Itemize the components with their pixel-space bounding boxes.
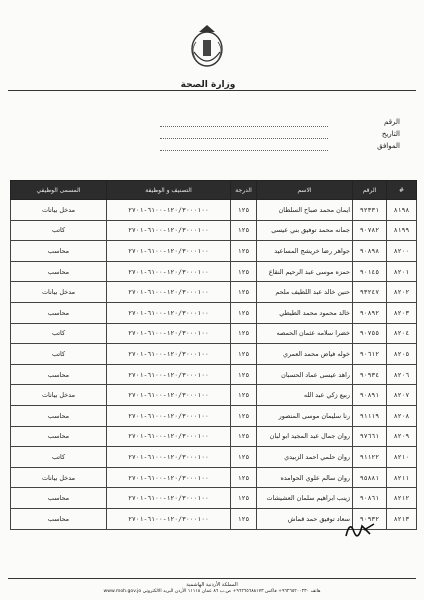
cell-name: رنا سليمان موسى المنصور <box>257 405 353 426</box>
ministry-name: وزارة الصحة <box>180 80 236 90</box>
cell-seq: ٨٢٠٠ <box>387 241 417 262</box>
cell-grade: ١٢٥ <box>231 426 257 447</box>
cell-name: خوله فياض محمد العمري <box>257 344 353 365</box>
col-header-grade: الدرجة <box>231 181 257 200</box>
cell-name: جواهر رضا خريشج المساعيد <box>257 241 353 262</box>
cell-category: ١٢٠/٣٠٠٠١٠٠-٦١٠٠-٢٧٠١ <box>107 426 231 447</box>
cell-seq: ٨٢٠١ <box>387 261 417 282</box>
corresponding-label: الموافق <box>377 142 400 150</box>
cell-name: روان جمال عبد المجيد ابو لبان <box>257 426 353 447</box>
col-header-job: المسمى الوظيفي <box>11 181 107 200</box>
cell-grade: ١٢٥ <box>231 488 257 509</box>
cell-seq: ٨٢١٢ <box>387 488 417 509</box>
table-row <box>11 447 417 468</box>
cell-category: ١٢٠/٣٠٠٠١٠٠-٦١٠٠-٢٧٠١ <box>107 282 231 303</box>
table-row <box>11 488 417 509</box>
cell-number: ٩٥٨٨١ <box>353 467 387 488</box>
cell-number: ٩٠٦١٢ <box>353 344 387 365</box>
cell-name: روان حلمي احمد الزبيدي <box>257 447 353 468</box>
cell-category: ١٢٠/٣٠٠٠١٠٠-٦١٠٠-٢٧٠١ <box>107 344 231 365</box>
cell-number: ٩٠١٤٥ <box>353 261 387 282</box>
cell-number: ٩٠٨٩١ <box>353 385 387 406</box>
col-header-seq: # <box>387 181 417 200</box>
cell-grade: ١٢٥ <box>231 467 257 488</box>
table-row <box>11 302 417 323</box>
cell-name: سعاد توفيق حمد قماش <box>257 508 353 529</box>
cell-number: ٩١١٢٢ <box>353 447 387 468</box>
cell-job: محاسب <box>11 364 107 385</box>
cell-job: محاسب <box>11 508 107 529</box>
col-header-category: التصنيف و الوظيفة <box>107 181 231 200</box>
corresponding-field <box>330 142 400 150</box>
cell-name: حمزه موسى عبد الرحيم النقاع <box>257 261 353 282</box>
cell-job: مدخل بيانات <box>11 385 107 406</box>
cell-seq: ٨١٩٨ <box>387 200 417 221</box>
cell-seq: ٨٢٠٣ <box>387 302 417 323</box>
cell-grade: ١٢٥ <box>231 385 257 406</box>
table-row <box>11 385 417 406</box>
cell-grade: ١٢٥ <box>231 447 257 468</box>
cell-job: محاسب <box>11 302 107 323</box>
cell-category: ١٢٠/٣٠٠٠١٠٠-٦١٠٠-٢٧٠١ <box>107 241 231 262</box>
cell-name: خضرا سلامه عثمان الحمصه <box>257 323 353 344</box>
cell-number: ٩١١١٩ <box>353 405 387 426</box>
cell-job: محاسب <box>11 426 107 447</box>
ref-dots <box>160 126 328 127</box>
footer-contact: هاتف ٩٦٢٦٥٢٠٠٢٣٠+ فاكس ٩٦٢٦٥٦٨٨١٧٣+ ص.ب ٨٦ عمان ١١١١٨ الأردن البريد الالكتروني www.moh.gov.jo <box>103 589 321 594</box>
date-label: التاريخ <box>381 130 400 138</box>
table-header-row <box>11 181 417 200</box>
cell-grade: ١٢٥ <box>231 261 257 282</box>
table-row <box>11 261 417 282</box>
cell-category: ١٢٠/٣٠٠٠١٠٠-٦١٠٠-٢٧٠١ <box>107 385 231 406</box>
cell-job: مدخل بيانات <box>11 467 107 488</box>
cell-job: مدخل بيانات <box>11 282 107 303</box>
cell-category: ١٢٠/٣٠٠٠١٠٠-٦١٠٠-٢٧٠١ <box>107 261 231 282</box>
cell-seq: ٨٢٠٦ <box>387 364 417 385</box>
header-divider <box>8 90 416 91</box>
cell-seq: ٨٢٠٩ <box>387 426 417 447</box>
table-row <box>11 426 417 447</box>
cell-number: ٩٧٦٦١ <box>353 426 387 447</box>
cell-grade: ١٢٥ <box>231 302 257 323</box>
cell-job: كاتب <box>11 323 107 344</box>
cell-seq: ٨٢٠٤ <box>387 323 417 344</box>
cell-seq: ٨٢٠٨ <box>387 405 417 426</box>
cell-grade: ١٢٥ <box>231 344 257 365</box>
table-row <box>11 344 417 365</box>
cell-job: كاتب <box>11 344 107 365</box>
cell-grade: ١٢٥ <box>231 364 257 385</box>
cell-category: ١٢٠/٣٠٠٠١٠٠-٦١٠٠-٢٧٠١ <box>107 467 231 488</box>
table-row <box>11 200 417 221</box>
cell-grade: ١٢٥ <box>231 220 257 241</box>
cell-category: ١٢٠/٣٠٠٠١٠٠-٦١٠٠-٢٧٠١ <box>107 447 231 468</box>
table-row <box>11 282 417 303</box>
coat-of-arms-icon <box>186 22 228 72</box>
table-row <box>11 405 417 426</box>
cell-job: محاسب <box>11 405 107 426</box>
cell-job: محاسب <box>11 488 107 509</box>
cell-number: ٩٠٩٣٢ <box>353 508 387 529</box>
cell-grade: ١٢٥ <box>231 323 257 344</box>
cell-number: ٩٠٩٣٤ <box>353 364 387 385</box>
cell-category: ١٢٠/٣٠٠٠١٠٠-٦١٠٠-٢٧٠١ <box>107 405 231 426</box>
cell-grade: ١٢٥ <box>231 200 257 221</box>
employee-table <box>10 180 417 530</box>
footer-country: المملكة الأردنية الهاشمية <box>186 582 238 588</box>
cell-category: ١٢٠/٣٠٠٠١٠٠-٦١٠٠-٢٧٠١ <box>107 488 231 509</box>
ref-field <box>330 118 400 126</box>
cell-job: مدخل بيانات <box>11 200 107 221</box>
cell-name: خالد محمود محمد الطيطي <box>257 302 353 323</box>
cell-job: محاسب <box>11 241 107 262</box>
table-row <box>11 364 417 385</box>
cell-number: ٩٣٢٤٧ <box>353 282 387 303</box>
table-row <box>11 241 417 262</box>
cell-grade: ١٢٥ <box>231 241 257 262</box>
table-row <box>11 467 417 488</box>
corresponding-dots <box>160 150 328 151</box>
cell-name: ربيع زكي عبد الله <box>257 385 353 406</box>
cell-name: راهد عيسى عماد الحسبان <box>257 364 353 385</box>
cell-seq: ٨٢٠٢ <box>387 282 417 303</box>
cell-grade: ١٢٥ <box>231 405 257 426</box>
cell-job: كاتب <box>11 220 107 241</box>
cell-number: ٩٠٧٥٥ <box>353 323 387 344</box>
cell-seq: ٨٢١٠ <box>387 447 417 468</box>
cell-number: ٩٠٧٨٢ <box>353 220 387 241</box>
col-header-number: الرقم <box>353 181 387 200</box>
date-field <box>330 130 400 138</box>
cell-name: روان سالم علوي الحوامده <box>257 467 353 488</box>
cell-seq: ٨٢١١ <box>387 467 417 488</box>
date-dots <box>160 138 328 139</box>
cell-name: حنين خالد عبد اللطيف ملحم <box>257 282 353 303</box>
ref-label: الرقم <box>384 118 400 126</box>
cell-category: ١٢٠/٣٠٠٠١٠٠-٦١٠٠-٢٧٠١ <box>107 220 231 241</box>
cell-grade: ١٢٥ <box>231 282 257 303</box>
cell-category: ١٢٠/٣٠٠٠١٠٠-٦١٠٠-٢٧٠١ <box>107 200 231 221</box>
signature-mark <box>340 514 380 544</box>
cell-number: ٩٠٨٩٢ <box>353 302 387 323</box>
col-header-name: الاسم <box>257 181 353 200</box>
cell-number: ٩٠٨٩٨ <box>353 241 387 262</box>
cell-seq: ٨٢٠٥ <box>387 344 417 365</box>
cell-seq: ٨٢١٣ <box>387 508 417 529</box>
cell-name: ايمان محمد صباح السلطان <box>257 200 353 221</box>
cell-category: ١٢٠/٣٠٠٠١٠٠-٦١٠٠-٢٧٠١ <box>107 302 231 323</box>
cell-category: ١٢٠/٣٠٠٠١٠٠-٦١٠٠-٢٧٠١ <box>107 364 231 385</box>
cell-seq: ٨٢٠٧ <box>387 385 417 406</box>
cell-number: ٩٢٣٣١ <box>353 200 387 221</box>
cell-category: ١٢٠/٣٠٠٠١٠٠-٦١٠٠-٢٧٠١ <box>107 508 231 529</box>
cell-job: كاتب <box>11 447 107 468</box>
cell-grade: ١٢٥ <box>231 508 257 529</box>
cell-name: جمانه محمد توفيق بني عيسى <box>257 220 353 241</box>
cell-number: ٩٠٨٦١ <box>353 488 387 509</box>
footer-divider <box>8 578 416 579</box>
table-row <box>11 220 417 241</box>
cell-job: محاسب <box>11 261 107 282</box>
cell-seq: ٨١٩٩ <box>387 220 417 241</box>
table-row <box>11 323 417 344</box>
cell-name: زينب ابراهيم سلمان العشيشات <box>257 488 353 509</box>
cell-category: ١٢٠/٣٠٠٠١٠٠-٦١٠٠-٢٧٠١ <box>107 323 231 344</box>
